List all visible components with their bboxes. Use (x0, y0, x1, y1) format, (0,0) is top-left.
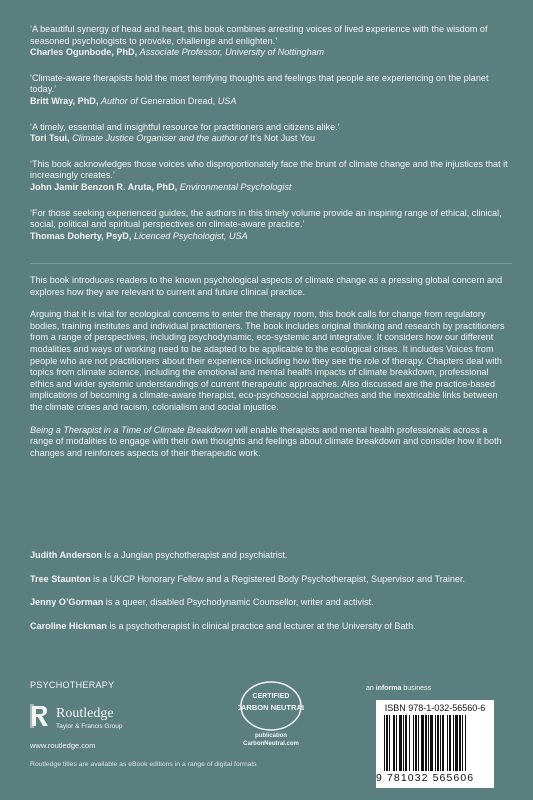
endorser-name: Tori Tsui, (30, 133, 70, 144)
barcode-bar (425, 715, 427, 771)
carbon-url: CarbonNeutral.com (243, 741, 299, 747)
informa-business-label (366, 685, 431, 692)
barcode-bar (465, 715, 466, 771)
endorsement (30, 208, 512, 243)
cover-footer (30, 680, 512, 790)
informa-suffix: business (403, 685, 432, 692)
divider (30, 263, 512, 264)
endorser-role: Climate Justice Organiser and the author of (72, 133, 248, 144)
author-bios (30, 550, 512, 644)
book-title: Being a Therapist in a Time of Climate Breakdown (30, 424, 233, 435)
endorsement (30, 73, 512, 108)
barcode-bar (415, 715, 417, 771)
publisher-url: www.routledge.com (30, 741, 96, 750)
endorsement (30, 159, 512, 194)
carbon-certified-label: CERTIFIED (252, 693, 290, 700)
endorser-name: Britt Wray, PhD, (30, 95, 99, 106)
isbn-number: ISBN 978-1-032-56560-6 (384, 703, 486, 713)
author-name: Judith Anderson (30, 550, 102, 560)
endorsement-attribution (30, 231, 512, 243)
endorsement-text: ‘A beautiful synergy of head and heart, this book combines arresting voices of lived experience with the wisdom of seasoned psychologists to provoke, challenge and enlighten.’ (30, 24, 488, 46)
barcode-digits: 9 781032 565606 (376, 772, 475, 784)
barcode-bar (435, 715, 436, 771)
barcode-bar (459, 715, 461, 771)
endorser-role: Associate Professor, University of Nottingham (139, 47, 325, 58)
ebook-note: Routledge titles are available as eBook editions in a range of digital formats (30, 761, 257, 768)
endorser-work: Generation Dread, (140, 95, 216, 106)
author-name: Jenny O’Gorman (30, 597, 104, 608)
barcode-bar (428, 715, 429, 771)
barcode-bar (442, 715, 444, 771)
author-bio (30, 621, 512, 633)
barcode-bar (418, 715, 419, 771)
routledge-logo-icon (30, 704, 50, 728)
barcode-bar (462, 715, 463, 771)
endorser-work: It’s Not Just You (250, 133, 316, 144)
barcode-bar (386, 715, 388, 771)
endorsements (30, 24, 512, 256)
description-paragraph: Arguing that it is vital for ecological concerns to enter the therapy room, this book calls for change from regulatory bodies, training institutes and individual practitioners. The book includes original thinking and research by practitioners from a range of perspectives, including psychodynamic, eco-systemic and integrative. It considers how our different modalities and ways of working need to be adapted to be applicable to the ecological crises. It includes Voices from people who are not practitioners about their experience including how they see the role of therapy. Chapters deal with topics from climate science, including the emotional and mental health impacts of climate breakdown, professional ethics and wider systemic understandings of current therapeutic approaches. Also discussed are the practice-based implications of becoming a climate-aware therapist, eco-psychosocial approaches and the inextricable links between the climate crises and racism, colonialism and social injustice. (30, 309, 505, 412)
endorser-name: John Jamir Benzon R. Aruta, PhD, (30, 181, 178, 192)
author-bio (30, 597, 512, 609)
endorsement-attribution (30, 133, 512, 145)
endorsement (30, 24, 512, 59)
endorsement (30, 122, 512, 145)
endorsement-text: ‘A timely, essential and insightful resource for practitioners and citizens alike.’ (30, 121, 340, 132)
endorsement-attribution (30, 96, 512, 108)
barcode-bar (384, 715, 385, 771)
barcode-bar (405, 715, 407, 771)
carbon-publication-label: publication (255, 733, 287, 739)
publisher-logo (30, 704, 190, 734)
endorser-role: Licenced Psychologist, USA (133, 230, 248, 241)
author-description: is a UKCP Honorary Fellow and a Registered Body Psychotherapist, Supervisor and Trainer. (90, 573, 466, 584)
barcode-bar (440, 715, 441, 771)
author-description: is a psychotherapist in clinical practice and lecturer at the University of Bath. (106, 620, 416, 631)
carbon-neutral-badge (238, 680, 304, 750)
barcode-bar (453, 715, 454, 771)
author-name: Caroline Hickman (30, 620, 107, 631)
endorser-location: USA (217, 95, 237, 106)
endorsement-attribution (30, 47, 512, 59)
description-text: will enable therapists and mental health professionals across a range of modalities to engage with their own thoughts and feelings about climate breakdown and consider how it both changes and reinforces aspects of their therapeutic work. (30, 424, 502, 458)
barcode-bar (393, 715, 395, 771)
barcode (376, 700, 494, 788)
endorser-role: Author of (100, 95, 138, 106)
endorsement-text: ‘Climate-aware therapists hold the most terrifying thoughts and feelings that people are experiencing on the planet today.’ (30, 72, 489, 95)
barcode-bar (449, 715, 451, 771)
endorser-role: Environmental Psychologist (179, 181, 292, 192)
barcode-bar (399, 715, 402, 771)
barcode-bar (413, 715, 414, 771)
book-description (30, 275, 512, 470)
endorsement-text: ‘This book acknowledges those voices who disproportionately face the brunt of climate change and the injustices that it increasingly creates.’ (30, 158, 508, 181)
informa-prefix: an (366, 685, 374, 692)
barcode-bar (430, 715, 433, 771)
endorser-name: Thomas Doherty, PsyD, (30, 230, 132, 241)
endorser-name: Charles Ogunbode, PhD, (30, 47, 138, 58)
barcode-bar (421, 715, 424, 771)
publisher-name: Routledge (56, 706, 114, 721)
barcode-bar (389, 715, 390, 771)
publisher-group: Taylor & Francis Group (56, 723, 123, 730)
carbon-neutral-label: CARBON NEUTRAL (238, 703, 304, 712)
barcode-bar (403, 715, 404, 771)
barcode-bar (447, 715, 448, 771)
endorsement-text: ‘For those seeking experienced guides, the authors in this timely volume provide an inspiring range of ethical, clinical, social, political and spiritual perspectives on climate-aware practice.’ (30, 207, 502, 230)
description-paragraph: This book introduces readers to the known psychological aspects of climate change as a pressing global concern and explores how they are relevant to current and future clinical practice. (30, 275, 503, 297)
barcode-bar (437, 715, 439, 771)
informa-name: informa (375, 685, 402, 692)
description-paragraph (30, 425, 512, 460)
author-description: is a Jungian psychotherapist and psychiatrist. (101, 550, 288, 560)
endorsement-attribution (30, 182, 512, 194)
author-name: Tree Staunton (30, 573, 91, 584)
barcode-bar (455, 715, 458, 771)
carbon-neutral-logo-icon (238, 680, 304, 732)
author-description: is a queer, disabled Psychodynamic Counsellor, writer and activist. (103, 597, 374, 608)
barcode-bar (409, 715, 410, 771)
barcode-bar (396, 715, 397, 771)
subject-category: PSYCHOTHERAPY (30, 680, 115, 690)
author-bio (30, 550, 512, 562)
barcode-bars (382, 715, 488, 771)
author-bio (30, 574, 512, 586)
